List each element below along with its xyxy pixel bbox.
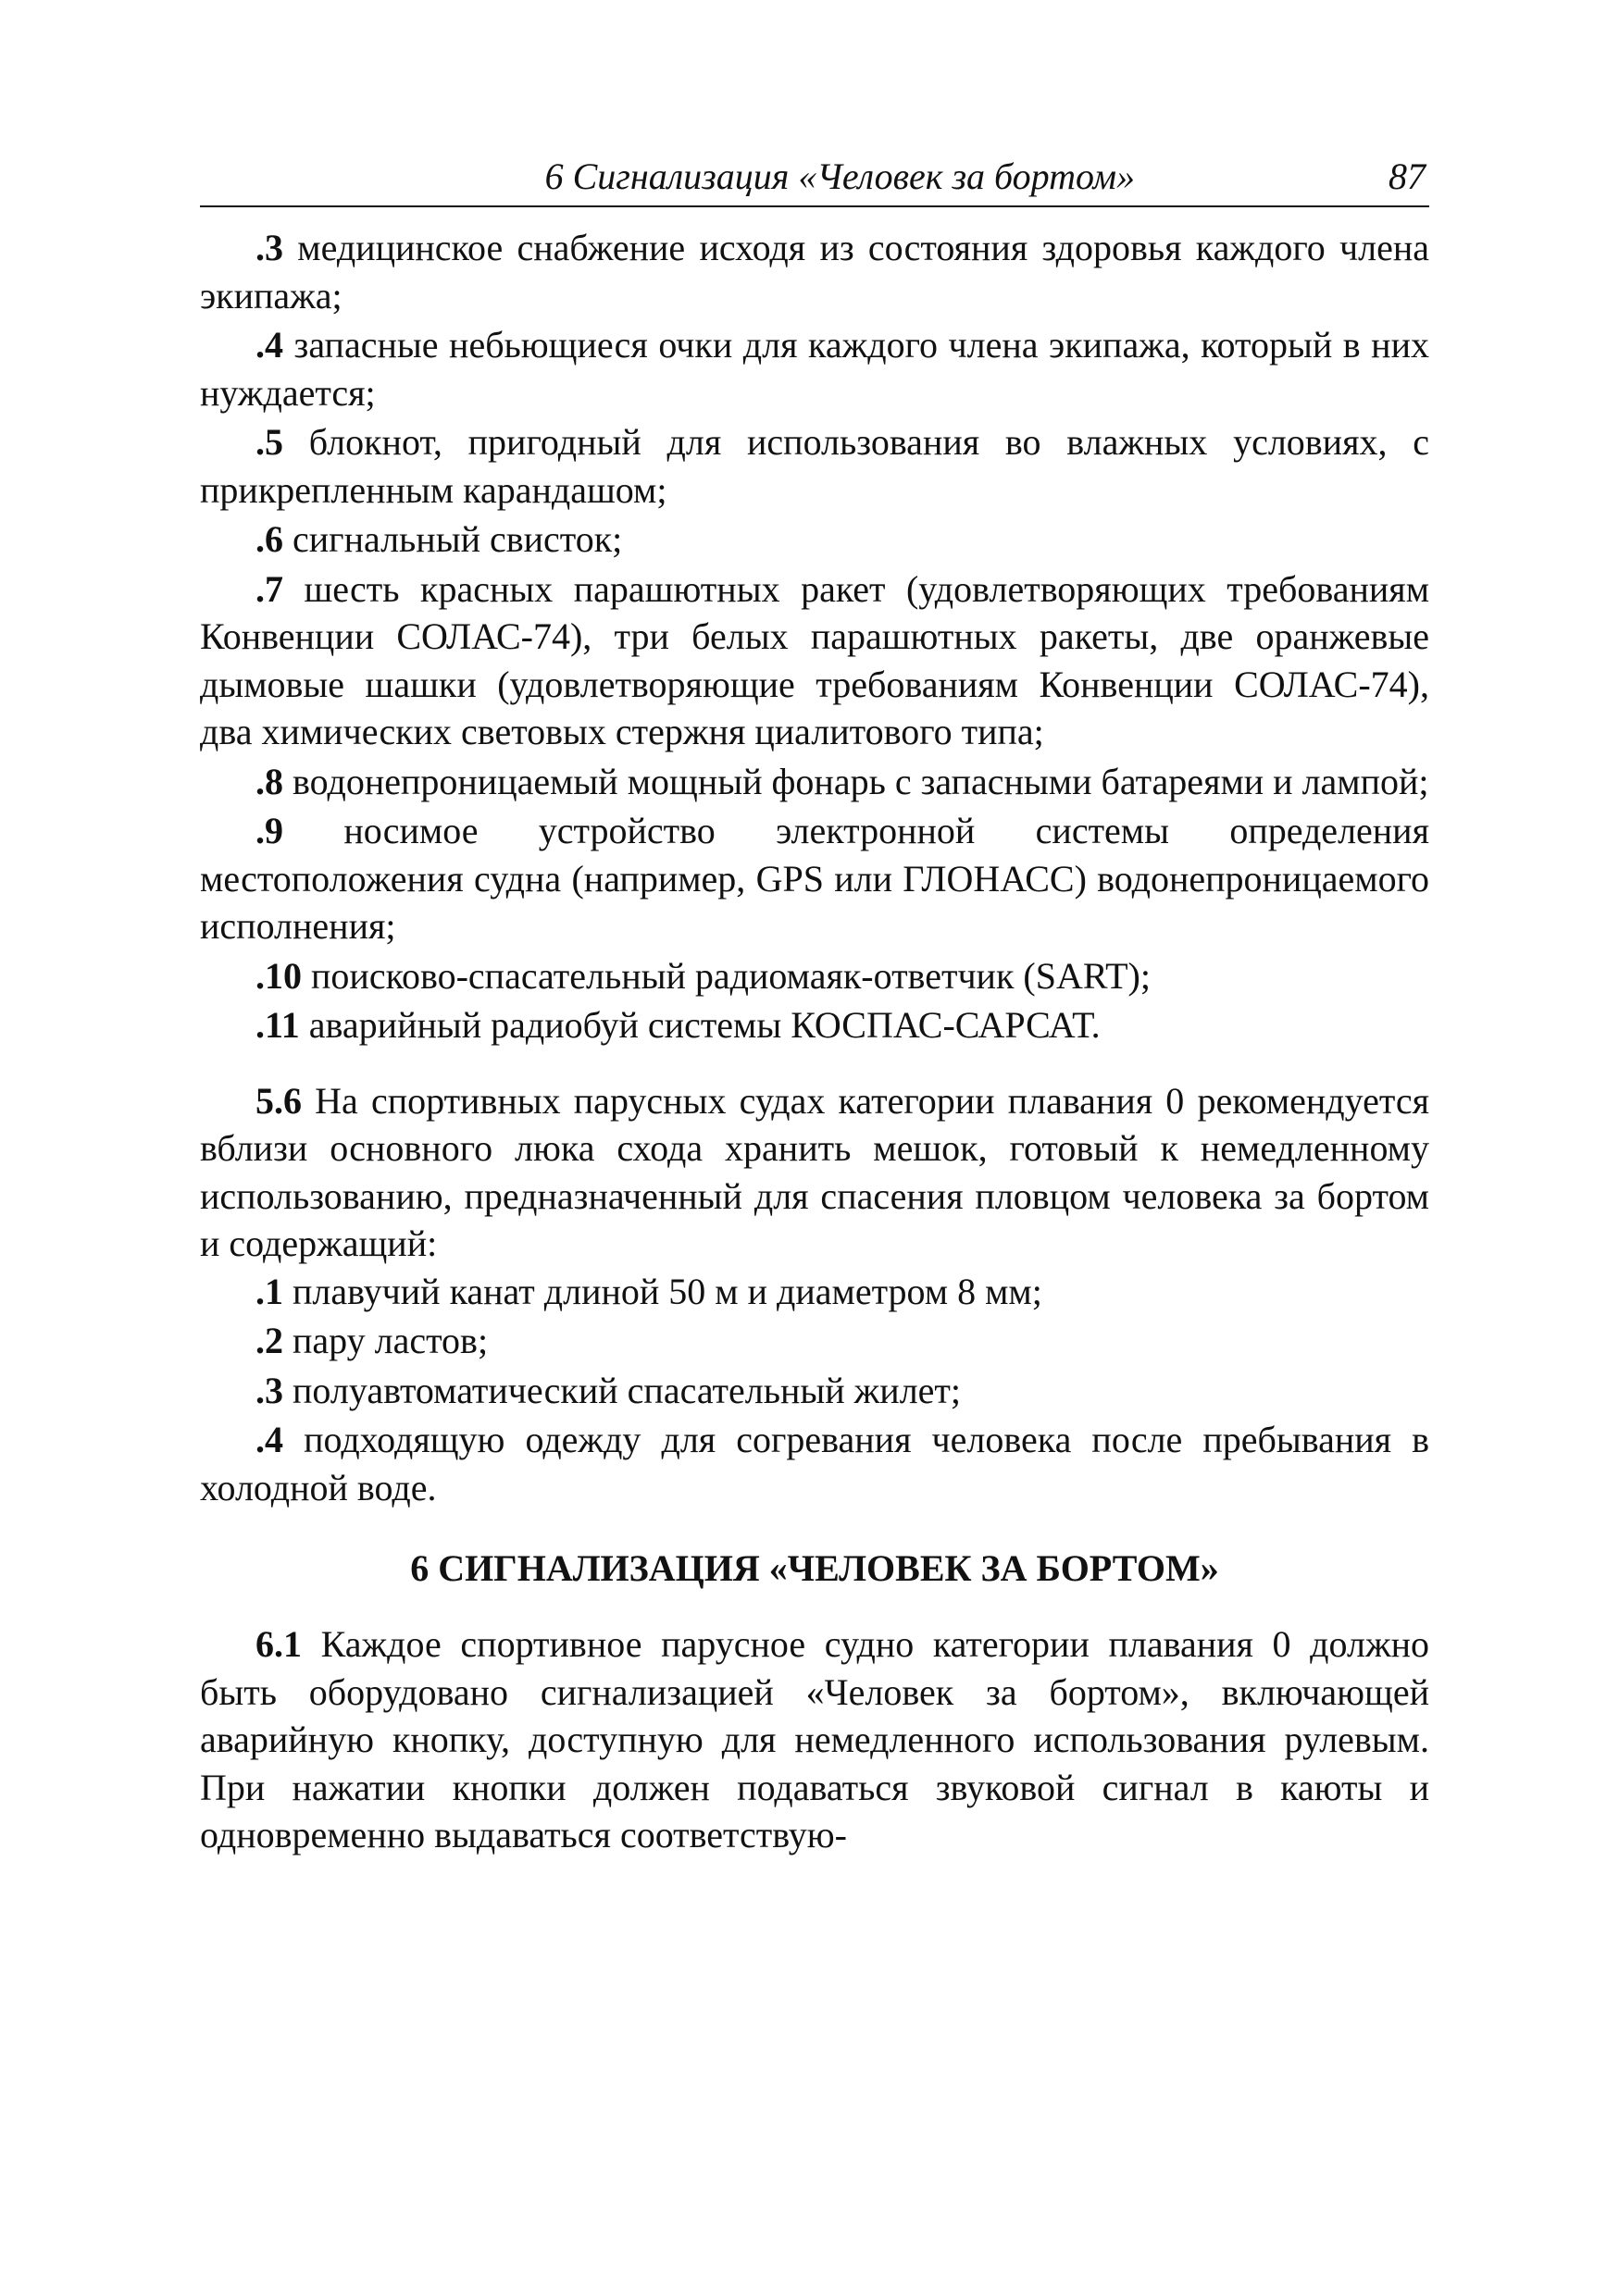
list-item — [200, 515, 1429, 564]
item-number: .8 — [255, 760, 283, 802]
list-item — [200, 1001, 1429, 1049]
item-text: полуавтоматический спасательный жилет; — [293, 1369, 962, 1411]
item-number: .4 — [255, 1419, 283, 1460]
item-number: .6 — [255, 518, 283, 560]
list-item — [200, 321, 1429, 416]
item-text: подходящую одежду для согревания человека после пребывания в холодной воде. — [200, 1419, 1430, 1508]
list-item — [200, 1367, 1429, 1415]
document-page — [200, 148, 1429, 1859]
list-item — [200, 807, 1429, 950]
item-number: .10 — [255, 954, 302, 997]
item-number: .3 — [255, 227, 283, 268]
page-content — [200, 224, 1429, 1859]
list-item — [200, 1416, 1429, 1511]
item-text: плавучий канат длиной 50 м и диаметром 8 мм; — [293, 1270, 1042, 1312]
item-text: блокнот, пригодный для использования во влажных условиях, с прикрепленным карандашом; — [200, 421, 1430, 511]
item-text: пару ластов; — [293, 1320, 489, 1361]
equipment-list — [200, 224, 1429, 1049]
item-text: медицинское снабжение исходя из состояния здоровья каждого члена экипажа; — [200, 227, 1429, 316]
paragraph-text: Каждое спортивное парусное судно категории плавания 0 должно быть оборудовано сигнализацией «Человек за бортом», включающей аварийную кнопку, доступную для немедленного использования рулевым. При нажатии кнопки должен подаваться звуковой сигнал в каюты и одновременно выдаваться соответствую- — [200, 1623, 1430, 1855]
item-number: .3 — [255, 1369, 283, 1411]
item-text: запасные небьющиеся очки для каждого члена экипажа, который в них нуждается; — [200, 324, 1429, 414]
item-number: .2 — [255, 1320, 283, 1361]
section-heading: 6 СИГНАЛИЗАЦИЯ «ЧЕЛОВЕК ЗА БОРТОМ» — [410, 1547, 1219, 1589]
item-text: аварийный радиобуй системы КОСПАС-САРСАТ. — [308, 1004, 1101, 1046]
item-number: .11 — [255, 1004, 300, 1046]
item-text: сигнальный свисток; — [293, 518, 623, 560]
item-text: шесть красных парашютных ракет (удовлетворяющих требованиям Конвенции СОЛАС-74), три белых парашютных ракеты, две оранжевые дымовые шашки (удовлетворяющие требованиям Конвенции СОЛАС-74), два химических световых стержня циалитового типа; — [200, 567, 1430, 752]
page-number: 87 — [1389, 155, 1426, 197]
list-item — [200, 758, 1429, 806]
list-item — [200, 418, 1429, 514]
item-number: .7 — [255, 567, 283, 610]
item-text: носимое устройство электронной системы определения местоположения судна (например, GPS или ГЛОНАСС) водонепроницаемого исполнения; — [200, 810, 1429, 947]
paragraph-6-1 — [200, 1620, 1429, 1859]
paragraph-5-6 — [200, 1077, 1429, 1268]
item-text: поисково-спасательный радиомаяк-ответчик (SART); — [311, 954, 1151, 997]
paragraph-text: На спортивных парусных судах категории плавания 0 рекомендуется вблизи основного люка схода хранить мешок, готовый к немедленному использованию, предназначенный для спасения пловцом человека за бортом и содержащий: — [200, 1079, 1430, 1264]
list-item — [200, 224, 1429, 319]
paragraph-number: 5.6 — [255, 1079, 302, 1122]
item-number: .1 — [255, 1270, 283, 1312]
running-title: 6 Сигнализация «Человек за бортом» — [544, 155, 1135, 197]
rescue-bag-list — [200, 1268, 1429, 1512]
item-number: .4 — [255, 324, 283, 366]
item-number: .9 — [255, 810, 283, 851]
running-header — [200, 148, 1429, 207]
list-item — [200, 1268, 1429, 1316]
list-item — [200, 952, 1429, 1000]
paragraph-number: 6.1 — [255, 1623, 302, 1665]
list-item — [200, 1317, 1429, 1365]
item-number: .5 — [255, 421, 283, 463]
item-text: водонепроницаемый мощный фонарь с запасными батареями и лампой; — [293, 760, 1429, 802]
list-item — [200, 565, 1429, 756]
